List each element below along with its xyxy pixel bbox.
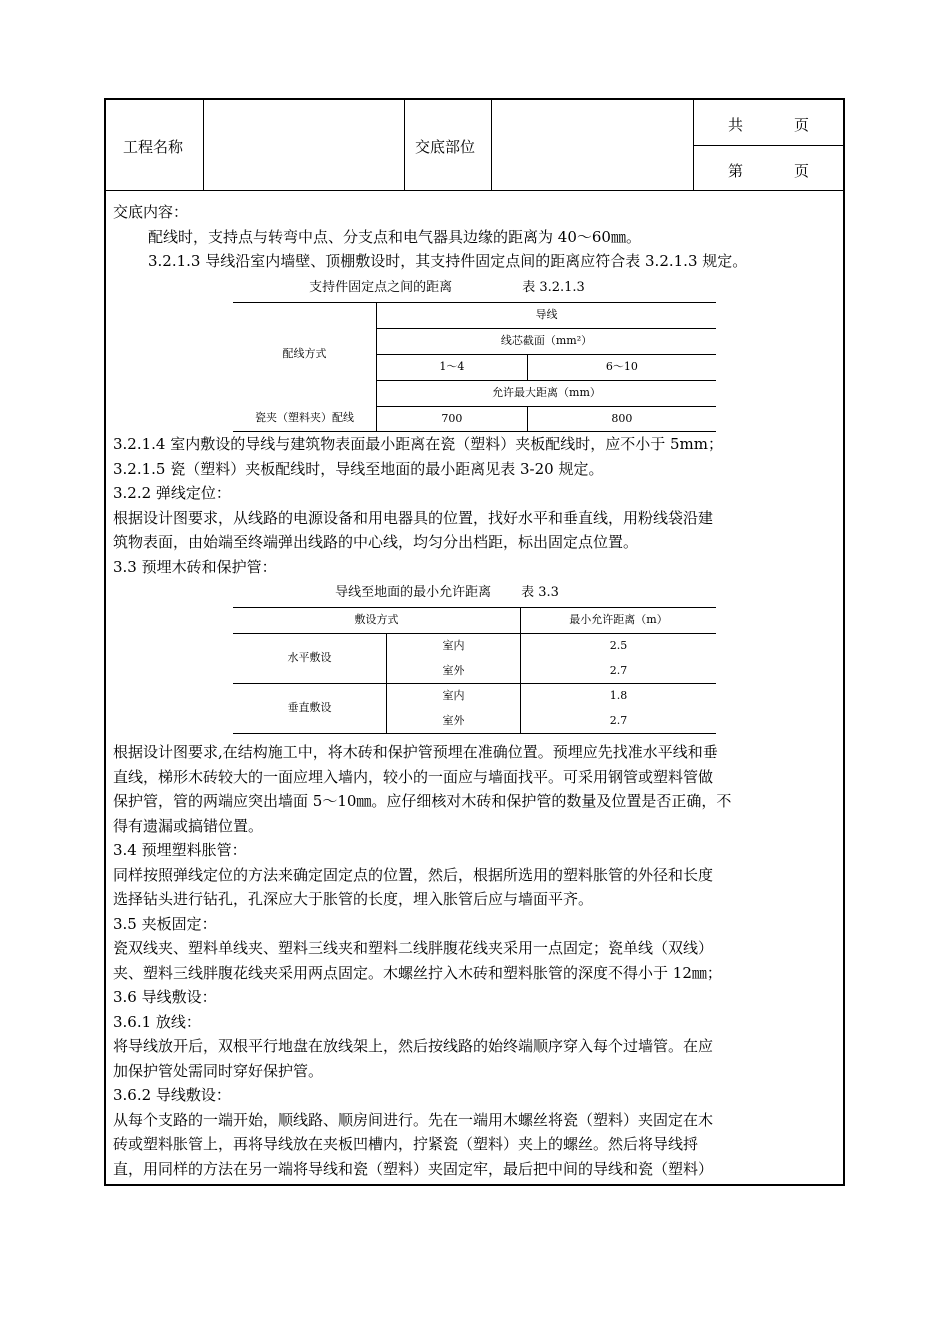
- paragraph: 得有遗漏或搞错位置。: [113, 816, 264, 835]
- table1-range1: 1～4: [377, 354, 528, 380]
- table2-head-min: 最小允许距离（m）: [521, 608, 717, 634]
- table2-h-out: 2.7: [521, 659, 717, 684]
- table1-head-maxdist: 允许最大距离（mm）: [377, 380, 717, 406]
- paragraph: 3.3 预埋木砖和保护管：: [113, 557, 277, 576]
- paragraph: 加保护管处需同时穿好保护管。: [113, 1061, 324, 1080]
- page-number-suffix: 页: [794, 162, 810, 180]
- table1-range2: 6～10: [527, 354, 716, 380]
- paragraph: 直，用同样的方法在另一端将导线和瓷（塑料）夹固定牢，最后把中间的导线和瓷（塑料）: [113, 1159, 714, 1178]
- paragraph: 3.2.1.5 瓷（塑料）夹板配线时，导线至地面的最小距离见表 3-20 规定。: [113, 459, 604, 478]
- paragraph: 3.6.1 放线：: [113, 1012, 201, 1031]
- table2-h-indoor: 室内: [387, 634, 521, 659]
- paragraph: 夹、塑料三线胖腹花线夹采用两点固定。木螺丝拧入木砖和塑料胀管的深度不得小于 12㎜；: [113, 963, 722, 982]
- paragraph: 砖或塑料胀管上，再将导线放在夹板凹槽内，拧紧瓷（塑料）夹上的螺丝。然后将导线捋: [113, 1135, 699, 1153]
- paragraph: 保护管，管的两端应突出墙面 5～10㎜。应仔细核对木砖和保护管的数量及位置是否正确，不: [113, 792, 732, 810]
- paragraph: 配线时，支持点与转弯中点、分支点和电气器具边缘的距离为 40～60㎜。: [148, 227, 641, 246]
- paragraph: 3.2.1.3 导线沿室内墙壁、顶棚敷设时，其支持件固定点间的距离应符合表 3.2.1.3 规定。: [148, 252, 748, 270]
- project-name-label: 工程名称: [123, 138, 184, 156]
- paragraph: 3.4 预埋塑料胀管：: [113, 841, 247, 859]
- divider: [106, 190, 845, 191]
- ground-distance-table: [233, 607, 716, 734]
- total-pages-suffix: 页: [794, 116, 810, 134]
- table2-head-method: 敷设方式: [233, 608, 521, 634]
- table1-title: 支持件固定点之间的距离: [309, 279, 453, 295]
- paragraph: 3.6 导线敷设：: [113, 988, 217, 1006]
- paragraph: 将导线放开后，双根平行地盘在放线架上，然后按线路的始终端顺序穿入每个过墙管。在应: [113, 1037, 714, 1055]
- paragraph: 同样按照弹线定位的方法来确定固定点的位置，然后，根据所选用的塑料胀管的外径和长度: [113, 865, 714, 884]
- paragraph: 3.2.1.4 室内敷设的导线与建筑物表面最小距离在瓷（塑料）夹板配线时，应不小于 5mm；: [113, 435, 724, 453]
- paragraph: 直线，梯形木砖较大的一面应埋入墙内，较小的一面应与墙面找平。可采用钢管或塑料管做: [113, 767, 714, 786]
- page-number-prefix: 第: [728, 162, 744, 180]
- paragraph: 3.6.2 导线敷设：: [113, 1086, 231, 1104]
- paragraph: 筑物表面，由始端至终端弹出线路的中心线，均匀分出档距，标出固定点位置。: [113, 533, 639, 551]
- table2-vertical: 垂直敷设: [233, 684, 387, 734]
- table1-head-section: 线芯截面（mm²）: [377, 328, 717, 354]
- paragraph: 选择钻头进行钻孔，孔深应大于胀管的长度，埋入胀管后应与墙面平齐。: [113, 890, 594, 908]
- table2-v-indoor: 室内: [387, 684, 521, 709]
- table1-val2: 800: [611, 411, 633, 425]
- table2-number: 表 3.3: [521, 585, 559, 600]
- paragraph: 根据设计图要求,在结构施工中，将木砖和保护管预埋在准确位置。预埋应先找准水平线和垂: [113, 743, 718, 761]
- support-distance-table: [233, 302, 716, 433]
- table2-title: 导线至地面的最小允许距离: [335, 585, 492, 600]
- divider: [693, 145, 845, 146]
- table2-v-outdoor: 室外: [387, 709, 521, 734]
- divider: [203, 100, 204, 190]
- table2-h-outdoor: 室外: [387, 659, 521, 684]
- paragraph: 从每个支路的一端开始，顺线路、顺房间进行。先在一端用木螺丝将瓷（塑料）夹固定在木: [113, 1110, 714, 1129]
- handover-part-label: 交底部位: [415, 138, 476, 156]
- table2-v-in: 1.8: [609, 689, 628, 702]
- paragraph: 3.2.2 弹线定位：: [113, 484, 231, 502]
- divider: [491, 100, 492, 190]
- table2-v-out: 2.7: [609, 713, 628, 727]
- table1-row-label: 瓷夹（塑料夹）配线: [233, 406, 377, 432]
- table2-h-in: 2.5: [609, 639, 628, 652]
- paragraph: 根据设计图要求，从线路的电源设备和用电器具的位置，找好水平和垂直线，用粉线袋沿建: [113, 508, 714, 527]
- total-pages-prefix: 共: [728, 116, 744, 134]
- table1-row-head: 配线方式: [233, 302, 377, 406]
- content-heading: 交底内容：: [113, 203, 189, 221]
- table2-horizontal: 水平敷设: [233, 634, 387, 684]
- paragraph: 瓷双线夹、塑料单线夹、塑料三线夹和塑料二线胖腹花线夹采用一点固定；瓷单线（双线）: [113, 939, 714, 957]
- paragraph: 3.5 夹板固定：: [113, 914, 217, 933]
- table2-caption: [113, 579, 841, 607]
- divider: [404, 100, 405, 190]
- table1-head-conductor: 导线: [377, 302, 717, 328]
- handover-content: [113, 200, 841, 1181]
- table1-number: 表 3.2.1.3: [522, 279, 585, 295]
- table1-val1: 700: [377, 406, 528, 432]
- table1-caption: [113, 274, 841, 302]
